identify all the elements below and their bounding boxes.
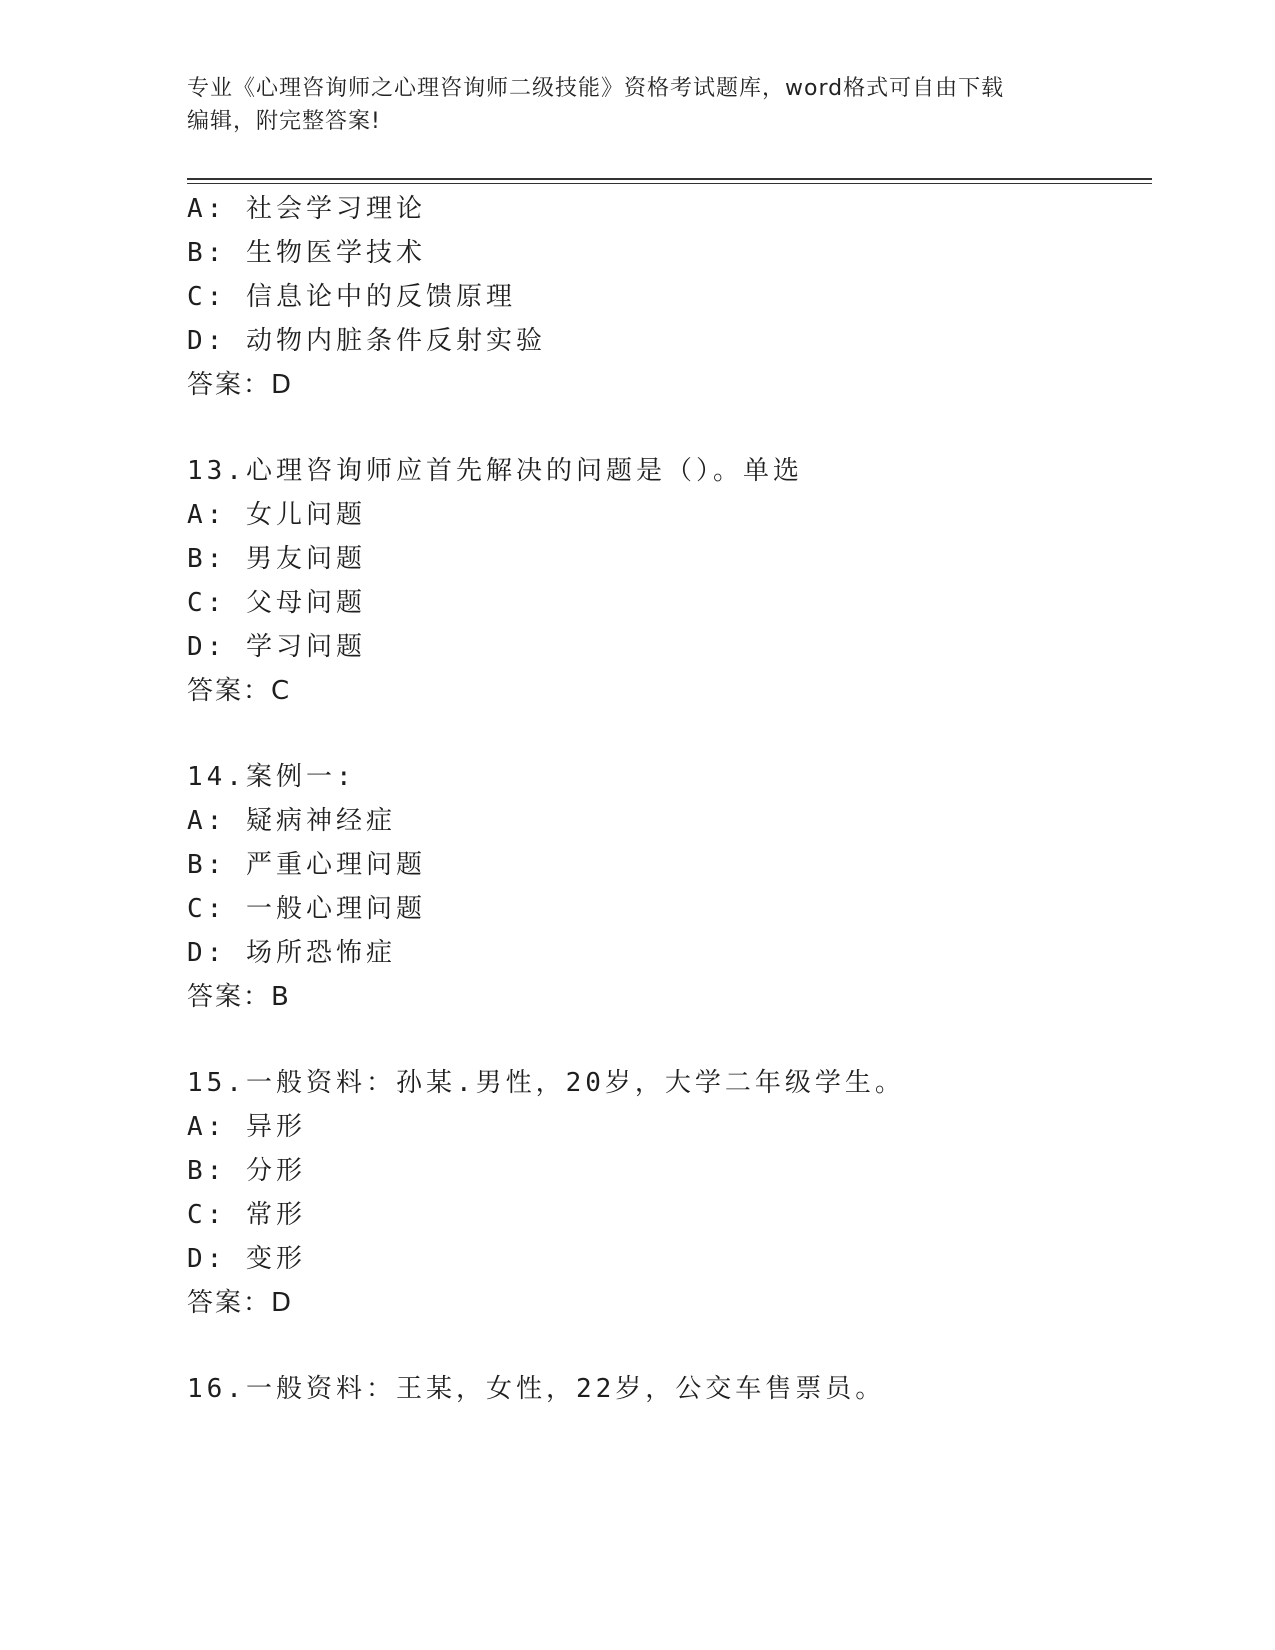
q13-option-a: A: 女儿问题 bbox=[187, 500, 366, 530]
q13-option-b: B: 男友问题 bbox=[187, 544, 366, 574]
q12-option-b: B: 生物医学技术 bbox=[187, 238, 426, 268]
q13-option-c: C: 父母问题 bbox=[187, 588, 366, 618]
q12-answer: 答案：D bbox=[187, 370, 294, 400]
q15-answer: 答案：D bbox=[187, 1288, 294, 1318]
q14-option-d: D: 场所恐怖症 bbox=[187, 938, 396, 968]
q14-answer: 答案：B bbox=[187, 982, 291, 1012]
document-header bbox=[187, 72, 1067, 138]
q13-answer: 答案：C bbox=[187, 676, 292, 706]
q13-option-d: D: 学习问题 bbox=[187, 632, 366, 662]
q16-stem: 16.一般资料：王某，女性，22岁，公交车售票员。 bbox=[187, 1374, 886, 1404]
q12-option-a: A: 社会学习理论 bbox=[187, 194, 426, 224]
q15-option-c: C: 常形 bbox=[187, 1200, 306, 1230]
header-divider-thick bbox=[187, 178, 1152, 180]
q12-option-d: D: 动物内脏条件反射实验 bbox=[187, 326, 546, 356]
q14-stem: 14.案例一: bbox=[187, 762, 356, 792]
q14-option-a: A: 疑病神经症 bbox=[187, 806, 396, 836]
header-line-1: 专业《心理咨询师之心理咨询师二级技能》资格考试题库，word格式可自由下载 bbox=[187, 76, 1005, 101]
q15-option-a: A: 异形 bbox=[187, 1112, 306, 1142]
q15-option-b: B: 分形 bbox=[187, 1156, 306, 1186]
header-line-2: 编辑，附完整答案! bbox=[187, 109, 381, 134]
q13-stem: 13.心理咨询师应首先解决的问题是（）。单选 bbox=[187, 456, 803, 486]
q12-option-c: C: 信息论中的反馈原理 bbox=[187, 282, 516, 312]
header-divider-thin bbox=[187, 183, 1152, 184]
q15-option-d: D: 变形 bbox=[187, 1244, 306, 1274]
q14-option-b: B: 严重心理问题 bbox=[187, 850, 426, 880]
q15-stem: 15.一般资料：孙某.男性，20岁，大学二年级学生。 bbox=[187, 1068, 905, 1098]
q14-option-c: C: 一般心理问题 bbox=[187, 894, 426, 924]
